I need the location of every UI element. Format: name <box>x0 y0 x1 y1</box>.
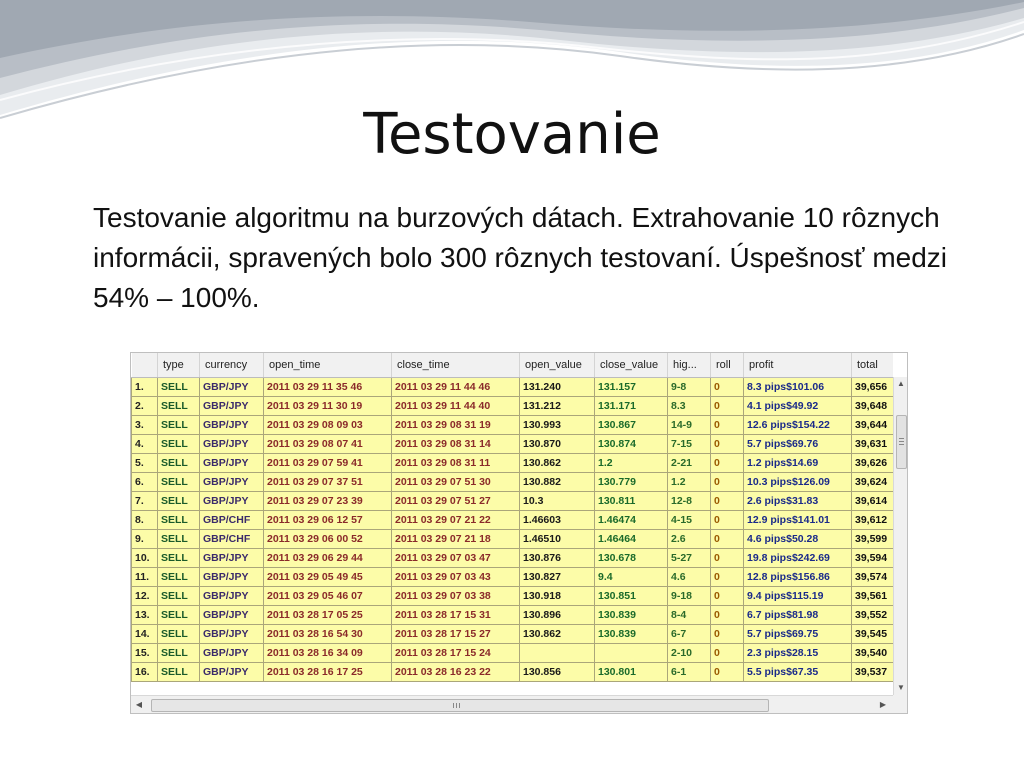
cell-profit: 6.7 pips$81.98 <box>744 606 852 625</box>
cell-open-value: 1.46603 <box>520 511 595 530</box>
cell-profit: 2.3 pips$28.15 <box>744 644 852 663</box>
cell-currency: GBP/JPY <box>200 625 264 644</box>
cell-row-number: 2. <box>132 397 158 416</box>
cell-roll: 0 <box>711 416 744 435</box>
cell-type: SELL <box>158 511 200 530</box>
table-row[interactable] <box>132 663 894 682</box>
scroll-up-arrow-icon[interactable]: ▲ <box>897 379 905 388</box>
cell-open-time: 2011 03 29 07 37 51 <box>264 473 392 492</box>
cell-open-time: 2011 03 28 16 17 25 <box>264 663 392 682</box>
cell-close-value: 131.171 <box>595 397 668 416</box>
scroll-grip-line <box>453 703 454 708</box>
cell-close-time: 2011 03 29 07 51 27 <box>392 492 520 511</box>
cell-row-number: 11. <box>132 568 158 587</box>
table-row[interactable] <box>132 568 894 587</box>
cell-hig: 6-1 <box>668 663 711 682</box>
cell-hig: 12-8 <box>668 492 711 511</box>
cell-profit: 12.9 pips$141.01 <box>744 511 852 530</box>
cell-row-number: 16. <box>132 663 158 682</box>
cell-row-number: 4. <box>132 435 158 454</box>
cell-hig: 9-8 <box>668 378 711 397</box>
cell-hig: 7-15 <box>668 435 711 454</box>
cell-currency: GBP/JPY <box>200 587 264 606</box>
cell-currency: GBP/JPY <box>200 663 264 682</box>
cell-roll: 0 <box>711 473 744 492</box>
column-header-profit[interactable]: profit <box>744 353 852 378</box>
cell-open-time: 2011 03 29 11 30 19 <box>264 397 392 416</box>
table-row[interactable] <box>132 397 894 416</box>
cell-open-time: 2011 03 28 17 05 25 <box>264 606 392 625</box>
cell-currency: GBP/JPY <box>200 473 264 492</box>
cell-hig: 2-10 <box>668 644 711 663</box>
cell-currency: GBP/JPY <box>200 549 264 568</box>
cell-row-number: 6. <box>132 473 158 492</box>
cell-close-time: 2011 03 29 08 31 11 <box>392 454 520 473</box>
cell-roll: 0 <box>711 625 744 644</box>
cell-total: 39,594 <box>852 549 894 568</box>
column-header-close-time[interactable]: close_time <box>392 353 520 378</box>
cell-open-value: 130.896 <box>520 606 595 625</box>
cell-row-number: 8. <box>132 511 158 530</box>
cell-close-value: 130.801 <box>595 663 668 682</box>
table-row[interactable] <box>132 606 894 625</box>
cell-close-time: 2011 03 29 07 03 38 <box>392 587 520 606</box>
cell-close-time: 2011 03 29 08 31 19 <box>392 416 520 435</box>
column-header-row-number[interactable] <box>132 353 158 378</box>
scroll-down-arrow-icon[interactable]: ▼ <box>897 683 905 692</box>
cell-close-value: 130.839 <box>595 625 668 644</box>
cell-roll: 0 <box>711 568 744 587</box>
cell-type: SELL <box>158 416 200 435</box>
cell-row-number: 3. <box>132 416 158 435</box>
cell-type: SELL <box>158 587 200 606</box>
cell-total: 39,648 <box>852 397 894 416</box>
cell-open-time: 2011 03 29 06 29 44 <box>264 549 392 568</box>
cell-total: 39,631 <box>852 435 894 454</box>
cell-total: 39,644 <box>852 416 894 435</box>
trade-results-grid <box>130 352 908 714</box>
cell-type: SELL <box>158 492 200 511</box>
cell-open-time: 2011 03 29 07 23 39 <box>264 492 392 511</box>
cell-currency: GBP/JPY <box>200 492 264 511</box>
grid-viewport <box>131 353 893 695</box>
cell-open-time: 2011 03 28 16 54 30 <box>264 625 392 644</box>
cell-close-time: 2011 03 29 07 21 18 <box>392 530 520 549</box>
cell-type: SELL <box>158 663 200 682</box>
table-row[interactable] <box>132 454 894 473</box>
scroll-grip-line <box>456 703 457 708</box>
cell-profit: 9.4 pips$115.19 <box>744 587 852 606</box>
cell-open-value: 130.856 <box>520 663 595 682</box>
cell-currency: GBP/JPY <box>200 568 264 587</box>
cell-close-value: 130.839 <box>595 606 668 625</box>
cell-total: 39,624 <box>852 473 894 492</box>
cell-row-number: 13. <box>132 606 158 625</box>
table-row[interactable] <box>132 549 894 568</box>
cell-close-time: 2011 03 28 17 15 27 <box>392 625 520 644</box>
cell-open-value: 130.993 <box>520 416 595 435</box>
cell-profit: 5.7 pips$69.75 <box>744 625 852 644</box>
cell-row-number: 15. <box>132 644 158 663</box>
cell-type: SELL <box>158 530 200 549</box>
cell-type: SELL <box>158 473 200 492</box>
cell-total: 39,545 <box>852 625 894 644</box>
cell-type: SELL <box>158 397 200 416</box>
table-row[interactable] <box>132 435 894 454</box>
cell-open-time: 2011 03 29 05 49 45 <box>264 568 392 587</box>
cell-close-time: 2011 03 29 07 03 43 <box>392 568 520 587</box>
cell-profit: 12.8 pips$156.86 <box>744 568 852 587</box>
cell-type: SELL <box>158 378 200 397</box>
column-header-open-value[interactable]: open_value <box>520 353 595 378</box>
cell-open-value: 130.882 <box>520 473 595 492</box>
cell-total: 39,626 <box>852 454 894 473</box>
cell-type: SELL <box>158 568 200 587</box>
cell-roll: 0 <box>711 492 744 511</box>
cell-close-time: 2011 03 29 07 21 22 <box>392 511 520 530</box>
cell-currency: GBP/JPY <box>200 606 264 625</box>
cell-open-time: 2011 03 29 11 35 46 <box>264 378 392 397</box>
cell-open-time: 2011 03 28 16 34 09 <box>264 644 392 663</box>
cell-roll: 0 <box>711 663 744 682</box>
cell-row-number: 7. <box>132 492 158 511</box>
cell-close-value: 130.874 <box>595 435 668 454</box>
cell-close-value: 9.4 <box>595 568 668 587</box>
table-row[interactable] <box>132 492 894 511</box>
cell-currency: GBP/CHF <box>200 530 264 549</box>
cell-profit: 5.7 pips$69.76 <box>744 435 852 454</box>
cell-close-time: 2011 03 29 11 44 46 <box>392 378 520 397</box>
cell-open-value: 130.918 <box>520 587 595 606</box>
cell-total: 39,574 <box>852 568 894 587</box>
cell-open-value: 10.3 <box>520 492 595 511</box>
cell-open-value: 130.827 <box>520 568 595 587</box>
slide-body-text: Testovanie algoritmu na burzových dátach. Extrahovanie 10 rôznych informácii, spravených bolo 300 rôznych testovaní. Úspešnosť medzi 54% – 100%. <box>93 202 948 313</box>
cell-close-time: 2011 03 29 08 31 14 <box>392 435 520 454</box>
cell-profit: 19.8 pips$242.69 <box>744 549 852 568</box>
cell-close-time: 2011 03 28 17 15 24 <box>392 644 520 663</box>
cell-open-value: 1.46510 <box>520 530 595 549</box>
cell-roll: 0 <box>711 606 744 625</box>
scroll-right-arrow-icon[interactable]: ▶ <box>879 700 887 709</box>
cell-close-value: 130.851 <box>595 587 668 606</box>
cell-total: 39,561 <box>852 587 894 606</box>
cell-hig: 9-18 <box>668 587 711 606</box>
cell-profit: 4.1 pips$49.92 <box>744 397 852 416</box>
column-header-close-value[interactable]: close_value <box>595 353 668 378</box>
horizontal-scrollbar[interactable] <box>131 695 893 714</box>
scroll-grip-line <box>899 444 904 445</box>
cell-currency: GBP/CHF <box>200 511 264 530</box>
cell-close-time: 2011 03 29 07 51 30 <box>392 473 520 492</box>
cell-open-value: 130.870 <box>520 435 595 454</box>
cell-close-time: 2011 03 29 11 44 40 <box>392 397 520 416</box>
cell-profit: 5.5 pips$67.35 <box>744 663 852 682</box>
cell-hig: 8-4 <box>668 606 711 625</box>
cell-roll: 0 <box>711 530 744 549</box>
cell-open-time: 2011 03 29 06 12 57 <box>264 511 392 530</box>
cell-close-value: 130.811 <box>595 492 668 511</box>
column-header-total[interactable]: total <box>852 353 894 378</box>
cell-roll: 0 <box>711 644 744 663</box>
cell-type: SELL <box>158 435 200 454</box>
cell-total: 39,656 <box>852 378 894 397</box>
cell-open-value: 130.876 <box>520 549 595 568</box>
table-row[interactable] <box>132 473 894 492</box>
cell-hig: 2-21 <box>668 454 711 473</box>
cell-currency: GBP/JPY <box>200 435 264 454</box>
cell-open-value: 130.862 <box>520 625 595 644</box>
cell-close-value: 130.779 <box>595 473 668 492</box>
cell-open-time: 2011 03 29 05 46 07 <box>264 587 392 606</box>
cell-roll: 0 <box>711 378 744 397</box>
table-row[interactable] <box>132 625 894 644</box>
vertical-scroll-thumb[interactable] <box>896 415 907 469</box>
cell-profit: 12.6 pips$154.22 <box>744 416 852 435</box>
cell-open-value: 131.240 <box>520 378 595 397</box>
cell-close-time: 2011 03 28 16 23 22 <box>392 663 520 682</box>
cell-currency: GBP/JPY <box>200 416 264 435</box>
cell-close-value: 1.46474 <box>595 511 668 530</box>
cell-roll: 0 <box>711 587 744 606</box>
table-row[interactable] <box>132 587 894 606</box>
cell-close-value: 1.46464 <box>595 530 668 549</box>
column-header-type[interactable]: type <box>158 353 200 378</box>
slide-title: Testovanie <box>363 102 661 167</box>
cell-total: 39,599 <box>852 530 894 549</box>
table-row[interactable] <box>132 644 894 663</box>
cell-total: 39,614 <box>852 492 894 511</box>
cell-hig: 2.6 <box>668 530 711 549</box>
cell-open-time: 2011 03 29 06 00 52 <box>264 530 392 549</box>
column-header-hig[interactable]: hig... <box>668 353 711 378</box>
cell-type: SELL <box>158 549 200 568</box>
cell-hig: 4.6 <box>668 568 711 587</box>
table-row[interactable] <box>132 530 894 549</box>
trade-table <box>131 353 893 682</box>
cell-close-value: 131.157 <box>595 378 668 397</box>
scroll-grip-line <box>899 441 904 442</box>
cell-roll: 0 <box>711 397 744 416</box>
cell-total: 39,612 <box>852 511 894 530</box>
cell-total: 39,552 <box>852 606 894 625</box>
cell-open-value <box>520 644 595 663</box>
column-header-currency[interactable]: currency <box>200 353 264 378</box>
cell-profit: 1.2 pips$14.69 <box>744 454 852 473</box>
cell-close-time: 2011 03 29 07 03 47 <box>392 549 520 568</box>
cell-open-value: 130.862 <box>520 454 595 473</box>
cell-hig: 8.3 <box>668 397 711 416</box>
cell-row-number: 14. <box>132 625 158 644</box>
cell-open-time: 2011 03 29 08 09 03 <box>264 416 392 435</box>
vertical-scrollbar[interactable] <box>893 377 908 695</box>
cell-profit: 4.6 pips$50.28 <box>744 530 852 549</box>
column-header-open-time[interactable]: open_time <box>264 353 392 378</box>
cell-row-number: 1. <box>132 378 158 397</box>
cell-close-time: 2011 03 28 17 15 31 <box>392 606 520 625</box>
cell-close-value: 130.678 <box>595 549 668 568</box>
table-row[interactable] <box>132 378 894 397</box>
cell-currency: GBP/JPY <box>200 454 264 473</box>
cell-total: 39,537 <box>852 663 894 682</box>
table-row[interactable] <box>132 511 894 530</box>
cell-hig: 5-27 <box>668 549 711 568</box>
cell-open-time: 2011 03 29 08 07 41 <box>264 435 392 454</box>
cell-close-value <box>595 644 668 663</box>
table-row[interactable] <box>132 416 894 435</box>
scroll-grip-line <box>459 703 460 708</box>
cell-profit: 10.3 pips$126.09 <box>744 473 852 492</box>
cell-roll: 0 <box>711 454 744 473</box>
cell-type: SELL <box>158 606 200 625</box>
cell-profit: 8.3 pips$101.06 <box>744 378 852 397</box>
cell-type: SELL <box>158 644 200 663</box>
cell-currency: GBP/JPY <box>200 644 264 663</box>
cell-row-number: 5. <box>132 454 158 473</box>
cell-row-number: 9. <box>132 530 158 549</box>
cell-hig: 4-15 <box>668 511 711 530</box>
cell-profit: 2.6 pips$31.83 <box>744 492 852 511</box>
cell-currency: GBP/JPY <box>200 397 264 416</box>
cell-roll: 0 <box>711 511 744 530</box>
horizontal-scroll-thumb[interactable] <box>151 699 769 712</box>
cell-type: SELL <box>158 454 200 473</box>
scrollbar-corner <box>893 695 908 714</box>
cell-close-value: 130.867 <box>595 416 668 435</box>
cell-row-number: 10. <box>132 549 158 568</box>
cell-close-value: 1.2 <box>595 454 668 473</box>
cell-open-time: 2011 03 29 07 59 41 <box>264 454 392 473</box>
cell-roll: 0 <box>711 549 744 568</box>
scroll-grip-line <box>899 438 904 439</box>
scroll-left-arrow-icon[interactable]: ◀ <box>135 700 143 709</box>
cell-open-value: 131.212 <box>520 397 595 416</box>
cell-hig: 1.2 <box>668 473 711 492</box>
cell-currency: GBP/JPY <box>200 378 264 397</box>
column-header-roll[interactable]: roll <box>711 353 744 378</box>
cell-type: SELL <box>158 625 200 644</box>
cell-total: 39,540 <box>852 644 894 663</box>
cell-row-number: 12. <box>132 587 158 606</box>
cell-hig: 14-9 <box>668 416 711 435</box>
cell-hig: 6-7 <box>668 625 711 644</box>
cell-roll: 0 <box>711 435 744 454</box>
